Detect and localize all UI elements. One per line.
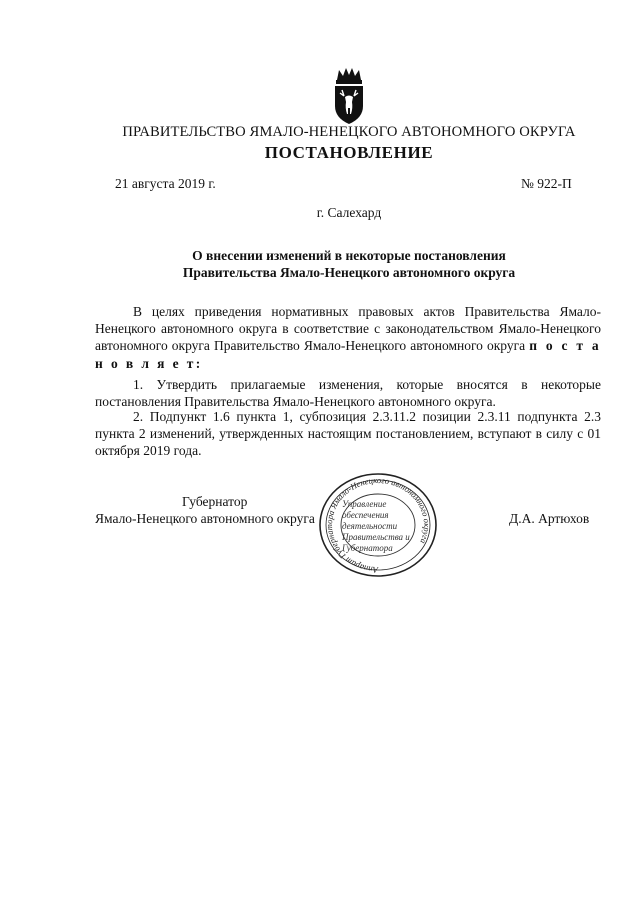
stamp-inner-text: Управление обеспечения деятельности Правительства и Губернатора [342,499,410,553]
stamp-ring-text: Аппарат Губернатора Ямало-Ненецкого автономного округа [323,474,433,576]
document-number: № 922-П [521,176,572,191]
coat-of-arms-icon [329,66,369,126]
preamble-paragraph [95,303,601,372]
document-city: г. Салехард [316,205,382,220]
organization-name: ПРАВИТЕЛЬСТВО ЯМАЛО-НЕНЕЦКОГО АВТОНОМНОГО ОКРУГА [122,124,576,140]
document-date: 21 августа 2019 г. [115,176,216,191]
signatory-name: Д.А. Артюхов [509,511,590,526]
resolves-word: п о с т а н о в л я е т: [95,338,601,371]
document-title-line-1: О внесении изменений в некоторые постановления [192,248,506,263]
item-2-paragraph: 2. Подпункт 1.6 пункта 1, субпозиция 2.3.11.2 позиции 2.3.11 подпункта 2.3 пункта 2 изменений, утвержденных настоящим постановлением, вступают в силу с 01 октября 2019 года. [95,409,601,459]
signatory-title-line-1: Губернатор [182,494,248,509]
document-title [0,247,640,281]
document-title-line-2: Правительства Ямало-Ненецкого автономного округа [182,265,516,280]
item-1-paragraph: 1. Утвердить прилагаемые изменения, которые вносятся в некоторые постановления Правительства Ямало-Ненецкого автономного округа. [95,377,601,410]
preamble-text: В целях приведения нормативных правовых актов Правительства Ямало-Ненецкого автономного округа в соответствие с законодательством Ямало-Ненецкого автономного округа Правительство Ямало-Ненецкого автономного округа [95,304,601,354]
signatory-title-line-2: Ямало-Ненецкого автономного округа [95,511,315,526]
document-type: ПОСТАНОВЛЕНИЕ [264,143,434,162]
